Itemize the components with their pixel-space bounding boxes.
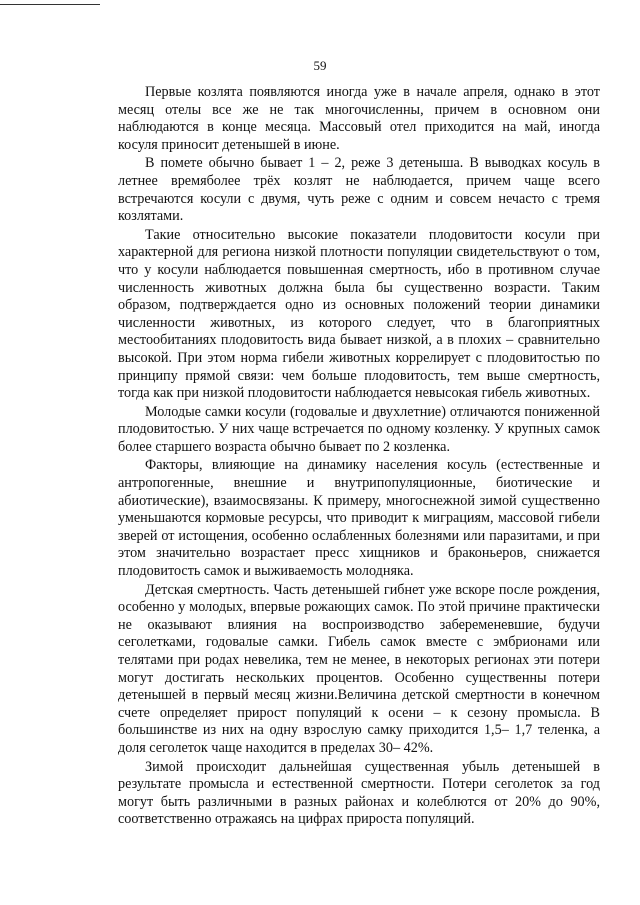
page-number: 59 <box>313 58 327 73</box>
paragraph-first-kids: Первые козлята появляются иногда уже в начале апреля, однако в этот месяц отелы все же не так многочисленны, причем в основном они наблюдаются в конце месяца. Массовый отел приходится на май, иногда косуля приносит детенышей в июне. <box>118 84 600 153</box>
paragraph-winter-losses: Зимой происходит дальнейшая существенная убыль детенышей в результате промысла и естественной смертности. Потери сеголеток за год могут быть различными в разных районах и колеблются от 20% до 90%, соответственно отражаясь на цифрах прироста популяций. <box>118 758 600 828</box>
paragraph-litter-size: В помете обычно бывает 1 – 2, реже 3 детеныша. В выводках косуль в летнее времяболее трёх козлят не наблюдается, причем чаще всего встречаются косули с двумя, чуть реже с одним и совсем нечасто с тремя козлятами. <box>118 155 600 225</box>
paragraph-infant-mortality: Детская смертность. Часть детенышей гибнет уже вскоре после рождения, особенно у молодых, впервые рожающих самок. По этой причине практически не оказывают влияния на воспроизводство забеременевшие, будучи сеголетками, годовалые самки. Гибель самок вместе с эмбрионами или телятами при родах невелика, тем не менее, в некоторых регионах эти потери могут достигать нескольких процентов. Особенно существенны потери детенышей в первый месяц жизни.Величина детской смертности в конечном счете определяет прирост популяций к осени – к сезону промысла. В большинстве из них на одну взрослую самку приходится 1,5– 1,7 теленка, а доля сеголеток чаще находится в пределах 30– 42%. <box>118 581 600 756</box>
paragraph-young-females: Молодые самки косули (годовалые и двухлетние) отличаются пониженной плодовитостью. У них чаще встречается по одному козленку. У крупных самок более старшего возраста обычно бывает по 2 козленка. <box>118 403 600 455</box>
document-body <box>118 84 600 830</box>
top-rule-line <box>0 4 100 5</box>
paragraph-fertility-mortality: Такие относительно высокие показатели плодовитости косули при характерной для региона низкой плотности популяции свидетельствуют о том, что у косули наблюдается повышенная смертность, ибо в противном случае численность животных должна была бы существенно возрасти. Таким образом, подтверждается одно из основных положений теории динамики численности животных, из которого следует, что в благоприятных местообитаниях плодовитость вида бывает низкой, а в плохих – сравнительно высокой. При этом норма гибели животных коррелирует с плодовитостью по принципу прямой связи: чем больше плодовитость, тем выше смертность, тогда как при низкой плодовитости наблюдается невысокая гибель животных. <box>118 226 600 402</box>
paragraph-population-factors: Факторы, влияющие на динамику населения косуль (естественные и антропогенные, внешние и внутрипопуляционные, биотические и абиотические), взаимосвязаны. К примеру, многоснежной зимой существенно уменьшаются кормовые ресурсы, что приводит к миграциям, массовой гибели зверей от истощения, особенно ослабленных болезнями или паразитами, и при этом значительно возрастает пресс хищников и браконьеров, снижается плодовитость самок и выживаемость молодняка. <box>118 457 600 580</box>
